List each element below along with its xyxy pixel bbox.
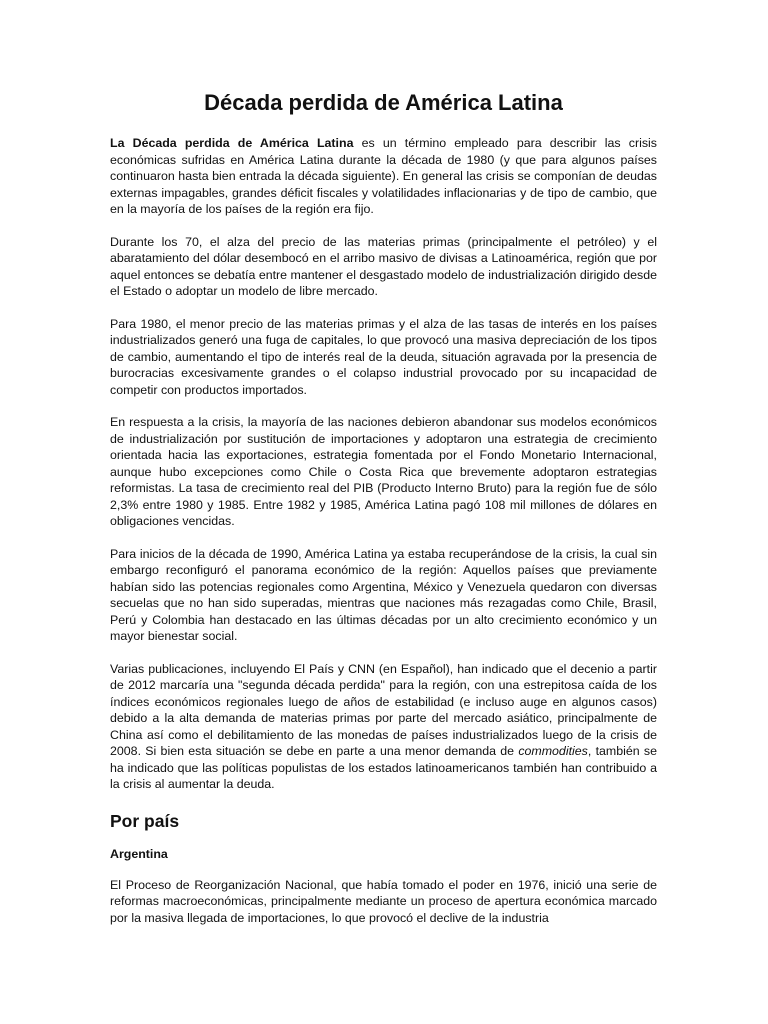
paragraph-1970s: Durante los 70, el alza del precio de las materias primas (principalmente el petróleo) y el abaratamiento del dólar desembocó en el arribo masivo de divisas a Latinoamérica, región que por aquel entonces se debatía entre mantener el desgastado modelo de industrialización dirigido desde el Estado o adoptar un modelo de libre mercado. <box>110 234 657 298</box>
section-heading-por-pais: Por país <box>110 810 180 831</box>
intro-text: es un término empleado para describir las crisis económicas sufridas en América Latina durante la década de 1980 (y que para algunos países continuaron hasta bien entrada la década siguiente). En general las crisis se componían de deudas externas impagables, grandes déficit fiscales y volatilidades inflacionarias y de tipo de cambio, que en la mayoría de los países de la región era fijo. <box>110 136 657 216</box>
second-decade-text-before: Varias publicaciones, incluyendo El País y CNN (en Español), han indicado que el decenio a partir de 2012 marcaría una "segunda década perdida" para la región, con una estrepitosa caída de los índices económicos regionales luego de años de estabilidad (e incluso auge en algunos casos) debido a la alta demanda de materias primas por parte del mercado asiático, principalmente de China así como el debilitamiento de las monedas de países industrializados luego de la crisis de 2008. Si bien esta situación se debe en parte a una menor demanda de <box>110 661 657 758</box>
intro-paragraph <box>110 135 657 218</box>
second-decade-text-after: , también se ha indicado que las políticas populistas de los estados latinoamericanos también han contribuido a la crisis al aumentar la deuda. <box>110 744 658 791</box>
subsection-heading-argentina: Argentina <box>110 846 168 861</box>
document-page <box>110 88 657 926</box>
paragraph-1980: Para 1980, el menor precio de las materias primas y el alza de las tasas de interés en los países industrializados generó una fuga de capitales, lo que provocó una masiva depreciación de los tipos de cambio, aumentando el tipo de interés real de la deuda, situación agravada por la presencia de burocracias excesivamente grandes o el colapso industrial provocado por su incapacidad de competir con productos importados. <box>110 316 657 397</box>
paragraph-argentina: El Proceso de Reorganización Nacional, que había tomado el poder en 1976, inició una serie de reformas macroeconómicas, principalmente mediante un proceso de apertura económica marcado por la masiva llegada de importaciones, lo que provocó el declive de la industria <box>110 877 657 925</box>
commodities-emphasis: commodities <box>518 744 588 758</box>
intro-term: La Década perdida de América Latina <box>110 136 354 150</box>
paragraph-1990s: Para inicios de la década de 1990, América Latina ya estaba recuperándose de la crisis, la cual sin embargo reconfiguró el panorama económico de la región: Aquellos países que previamente habían sido las potencias regionales como Argentina, México y Venezuela quedaron con diversas secuelas que no han sido superadas, mientras que naciones más rezagadas como Chile, Brasil, Perú y Colombia han destacado en las últimas décadas por un alto crecimiento económico y un mayor bienestar social. <box>110 546 657 643</box>
paragraph-second-lost-decade <box>110 661 657 793</box>
document-title: Década perdida de América Latina <box>204 90 563 115</box>
paragraph-crisis-response: En respuesta a la crisis, la mayoría de las naciones debieron abandonar sus modelos económicos de industrialización por sustitución de importaciones y adoptaron una estrategia de crecimiento orientada hacia las exportaciones, estrategia fomentada por el Fondo Monetario Internacional, aunque hubo excepciones como Chile o Costa Rica que brevemente adoptaron estrategias reformistas. La tasa de crecimiento real del PIB (Producto Interno Bruto) para la región fue de sólo 2,3% entre 1980 y 1985. Entre 1982 y 1985, América Latina pagó 108 mil millones de dólares en obligaciones vencidas. <box>110 415 657 528</box>
